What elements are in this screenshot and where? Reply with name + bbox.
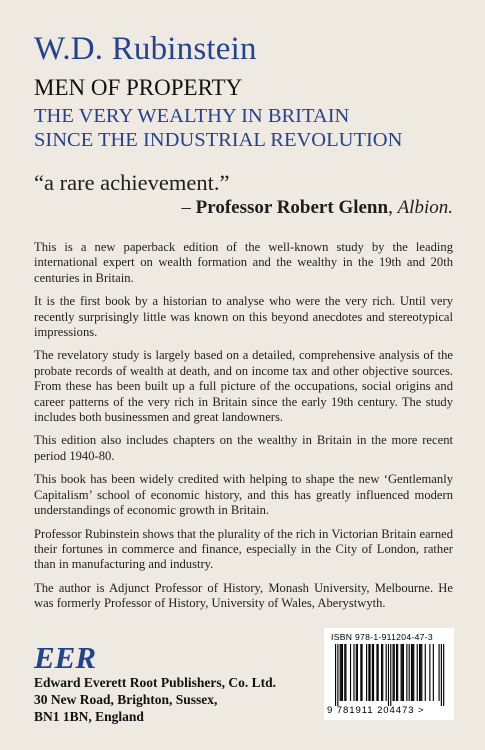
barcode-bar [420,644,421,701]
blurb-paragraph: The author is Adjunct Professor of History, Monash University, Melbourne. He was formerly Professor of History, University of Wales, Aberystwyth. [34,580,453,611]
barcode-bar [441,644,442,706]
barcode-bar [344,644,345,701]
barcode-bar [350,644,351,701]
book-title: MEN OF PROPERTY [34,75,243,100]
isbn-label: ISBN 978-1-911204-47-3 [331,632,433,642]
barcode-bar [439,644,440,701]
barcode-bar [409,644,410,701]
blurb-paragraph: It is the first book by a historian to analyse who were the very rich. Until very recently surprisingly little was known on this beyond anecdotes and stereotypical impressions. [34,294,453,340]
barcode-bar [382,644,383,701]
barcode-bar [419,644,420,701]
barcode-bars-icon [329,644,449,706]
barcode-bar [373,644,374,701]
barcode-bar [368,644,369,701]
barcode-bar [421,644,422,701]
barcode-bar [353,644,354,701]
barcode-bar [443,644,444,706]
barcode-bar [366,644,367,701]
barcode-bar [345,644,346,701]
barcode-bar [335,644,336,706]
journal-name: Albion. [397,197,453,218]
barcode-bar [425,644,426,701]
barcode-bar [381,644,382,701]
barcode-bar [340,644,341,701]
barcode [324,628,454,720]
publisher-logo: EER [34,640,97,675]
barcode-bar [402,644,403,701]
subtitle-line: SINCE THE INDUSTRIAL REVOLUTION [34,129,403,151]
barcode-bar [361,644,362,701]
book-subtitle [34,104,402,152]
barcode-bar [378,644,379,701]
barcode-bar [360,644,361,701]
barcode-bar [412,644,413,701]
barcode-bar [413,644,414,701]
barcode-bar [403,644,404,701]
barcode-digits: 9 781911 204473 > [327,705,425,716]
publisher-street: 30 New Road, Brighton, Sussex, [34,692,218,707]
publisher-block [34,642,276,725]
barcode-bar [417,644,418,701]
reviewer-name: Professor Robert Glenn [195,197,389,218]
publisher-name: Edward Everett Root Publishers, Co. Ltd. [34,675,277,690]
barcode-bar [357,644,358,701]
blurb-paragraph: Professor Rubinstein shows that the plurality of the rich in Victorian Britain earned their fortunes in commerce and finance, especially in the City of London, rather than in manufacturing and industry. [34,526,453,572]
barcode-bar [397,644,398,701]
blurb-paragraph: This is a new paperback edition of the well-known study by the leading international expert on wealth formation and the wealthy in the 19th and 20th centuries in Britain. [34,240,453,285]
barcode-bar [370,644,371,701]
barcode-bar [393,644,394,701]
publisher-postcode: BN1 1BN, England [34,709,144,724]
barcode-bar [341,644,342,701]
barcode-bar [356,644,357,701]
barcode-bar [388,644,389,706]
review-quote: “a rare achievement.” [34,170,230,195]
barcode-bar [394,644,395,701]
subtitle-line: THE VERY WEALTHY IN BRITAIN [34,105,350,127]
blurb-paragraph: The revelatory study is largely based on a detailed, comprehensive analysis of the probate records of wealth at death, and on income tax and other objective sources. From these has been built up a full picture of the occupations, social origins and career patterns of the very rich in Britain since the early 19th century. The study includes both businessmen and great landowners. [34,348,453,425]
barcode-bar [386,644,387,701]
barcode-bar [337,644,338,706]
barcode-bar [429,644,430,701]
barcode-bar [396,644,397,701]
blurb-text [34,240,453,620]
barcode-bar [401,644,402,701]
barcode-bar [342,644,343,701]
barcode-bar [376,644,377,701]
barcode-bar [411,644,412,701]
attribution-dash: – [181,197,196,218]
quote-attribution [181,196,453,220]
author-name: W.D. Rubinstein [34,31,257,67]
barcode-bar [372,644,373,701]
barcode-bar [433,644,434,701]
blurb-paragraph: This book has been widely credited with helping to shape the new ‘Gentlemanly Capitalism’ school of economic history, and this has greatly influenced modern understandings of economic growth in Britain. [34,472,453,518]
barcode-bar [406,644,407,701]
blurb-paragraph: This edition also includes chapters on the wealthy in Britain in the more recent period 1940-80. [34,433,453,463]
attribution-separator: , [388,197,398,218]
barcode-bar [390,644,391,706]
